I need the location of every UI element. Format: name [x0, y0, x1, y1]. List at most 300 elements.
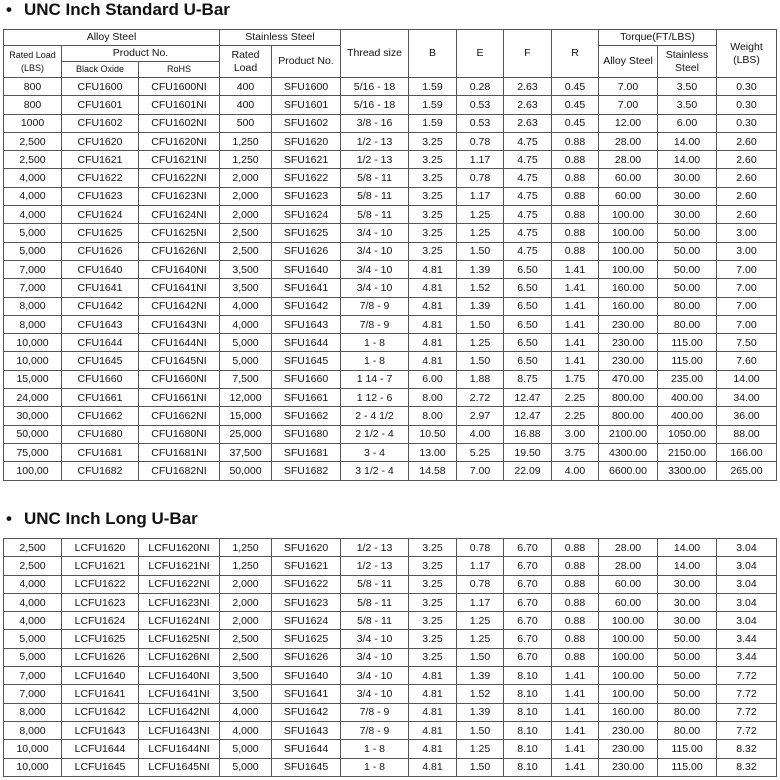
table-cell: 1.17: [457, 593, 504, 611]
table-cell: 4.81: [409, 667, 457, 685]
table-cell: 0.45: [552, 96, 599, 114]
table-cell: 7.72: [717, 703, 777, 721]
table-cell: 0.88: [552, 151, 599, 169]
table-cell: 7/8 - 9: [341, 297, 409, 315]
table-cell: 3/4 - 10: [341, 224, 409, 242]
table-cell: 800.00: [599, 407, 658, 425]
table-cell: 30.00: [658, 593, 717, 611]
table-cell: 50.00: [658, 667, 717, 685]
table-cell: 5,000: [220, 740, 272, 758]
table-cell: 2100.00: [599, 425, 658, 443]
table-cell: 3/4 - 10: [341, 685, 409, 703]
table-cell: 115.00: [658, 334, 717, 352]
table-cell: 3,500: [220, 260, 272, 278]
table-cell: 37,500: [220, 443, 272, 461]
table-cell: 0.88: [552, 242, 599, 260]
table-cell: CFU1626: [62, 242, 139, 260]
table-cell: 3.04: [717, 539, 777, 557]
table-cell: LCFU1642NI: [139, 703, 220, 721]
table-cell: 4.75: [504, 169, 552, 187]
table-cell: 6.50: [504, 260, 552, 278]
table-row: [4, 593, 777, 611]
table-cell: 0.88: [552, 224, 599, 242]
table-cell: 1.17: [457, 187, 504, 205]
table-cell: 8.75: [504, 370, 552, 388]
table-cell: 75,000: [4, 443, 62, 461]
table-cell: 8.10: [504, 703, 552, 721]
table-cell: 5,000: [220, 758, 272, 776]
table-row: [4, 557, 777, 575]
table-cell: 14.00: [658, 151, 717, 169]
table-cell: 4.81: [409, 297, 457, 315]
table-cell: 1.52: [457, 279, 504, 297]
table-cell: 1,250: [220, 151, 272, 169]
table-cell: 0.88: [552, 169, 599, 187]
table-cell: 5/8 - 11: [341, 593, 409, 611]
table-cell: 230.00: [599, 334, 658, 352]
table-cell: 80.00: [658, 721, 717, 739]
table-cell: 1.88: [457, 370, 504, 388]
table-cell: 8.00: [409, 407, 457, 425]
table-cell: 15,000: [220, 407, 272, 425]
table-cell: 6.50: [504, 334, 552, 352]
table-cell: 5,000: [220, 352, 272, 370]
table-cell: 4.81: [409, 721, 457, 739]
table-cell: 3.00: [552, 425, 599, 443]
table-cell: 6.50: [504, 315, 552, 333]
table-cell: 4,000: [220, 315, 272, 333]
table-cell: SFU1624: [272, 206, 341, 224]
header-thread-size: Thread size: [341, 30, 409, 78]
table-cell: 1.41: [552, 334, 599, 352]
header-rated-load: Rated Load: [220, 46, 272, 78]
table-cell: 6.70: [504, 575, 552, 593]
table-cell: 2.60: [717, 132, 777, 150]
table-cell: 8,000: [4, 315, 62, 333]
table-cell: 3.04: [717, 593, 777, 611]
table-cell: 1 - 8: [341, 334, 409, 352]
table-cell: 12.47: [504, 407, 552, 425]
table-row: [4, 462, 777, 480]
table-cell: 3.25: [409, 593, 457, 611]
table-row: [4, 443, 777, 461]
table-cell: CFU1621: [62, 151, 139, 169]
table-cell: 60.00: [599, 575, 658, 593]
table-cell: 5/8 - 11: [341, 169, 409, 187]
table-cell: 4,000: [220, 721, 272, 739]
table-cell: 34.00: [717, 389, 777, 407]
table-cell: LCFU1621: [62, 557, 139, 575]
table-cell: 5.25: [457, 443, 504, 461]
table-cell: LCFU1625: [62, 630, 139, 648]
table-cell: 24,000: [4, 389, 62, 407]
table-cell: 2.63: [504, 78, 552, 96]
table-row: [4, 721, 777, 739]
table-cell: 3.25: [409, 242, 457, 260]
table-row: [4, 703, 777, 721]
table-cell: 36.00: [717, 407, 777, 425]
table-cell: 1.39: [457, 703, 504, 721]
table-cell: 50.00: [658, 224, 717, 242]
table-cell: 3/4 - 10: [341, 648, 409, 666]
table-cell: 1.25: [457, 612, 504, 630]
table-row: [4, 334, 777, 352]
table-cell: 4,000: [220, 703, 272, 721]
header-torque-stainless: Stainless Steel: [658, 46, 717, 78]
table-cell: 3,500: [220, 685, 272, 703]
table-cell: 4,000: [4, 575, 62, 593]
table-cell: 4,000: [4, 187, 62, 205]
table-cell: SFU1626: [272, 648, 341, 666]
table-cell: CFU1661: [62, 389, 139, 407]
table-row: [4, 78, 777, 96]
table-cell: SFU1620: [272, 132, 341, 150]
table-cell: SFU1682: [272, 462, 341, 480]
table-cell: 0.88: [552, 593, 599, 611]
table-row: [4, 132, 777, 150]
table-cell: 1,250: [220, 557, 272, 575]
table-cell: CFU1644NI: [139, 334, 220, 352]
table-cell: 2,500: [4, 539, 62, 557]
table-cell: 2,000: [220, 612, 272, 630]
table-cell: 7.00: [717, 315, 777, 333]
table-cell: 4,000: [220, 297, 272, 315]
table-cell: 6.70: [504, 593, 552, 611]
table-cell: SFU1643: [272, 315, 341, 333]
table-cell: 6.70: [504, 630, 552, 648]
table-cell: SFU1644: [272, 740, 341, 758]
table-cell: 4,000: [4, 593, 62, 611]
table-cell: 7.00: [599, 96, 658, 114]
table-cell: CFU1660: [62, 370, 139, 388]
header-torque-alloy: Alloy Steel: [599, 46, 658, 78]
table-cell: CFU1662: [62, 407, 139, 425]
table-cell: 8.10: [504, 740, 552, 758]
table-cell: 0.88: [552, 648, 599, 666]
table-cell: SFU1624: [272, 612, 341, 630]
table-cell: CFU1640: [62, 260, 139, 278]
table-cell: LCFU1645NI: [139, 758, 220, 776]
table-cell: 1.39: [457, 297, 504, 315]
table-cell: 3.25: [409, 539, 457, 557]
table-cell: 3.50: [658, 96, 717, 114]
table-cell: 30.00: [658, 206, 717, 224]
table-cell: 2,000: [220, 169, 272, 187]
table-cell: 14.58: [409, 462, 457, 480]
table-cell: CFU1622: [62, 169, 139, 187]
table-cell: 2.60: [717, 151, 777, 169]
table-cell: 3.25: [409, 187, 457, 205]
table-cell: CFU1682NI: [139, 462, 220, 480]
table-cell: 15,000: [4, 370, 62, 388]
table-cell: 14.00: [658, 539, 717, 557]
table-cell: SFU1625: [272, 630, 341, 648]
table-cell: 1,250: [220, 539, 272, 557]
table-cell: SFU1623: [272, 593, 341, 611]
table-cell: 1.41: [552, 740, 599, 758]
table-cell: 2,500: [4, 151, 62, 169]
table-row: [4, 425, 777, 443]
table-cell: 4300.00: [599, 443, 658, 461]
table-cell: 1/2 - 13: [341, 132, 409, 150]
table-cell: 100.00: [599, 685, 658, 703]
table-cell: 80.00: [658, 297, 717, 315]
table-cell: CFU1645: [62, 352, 139, 370]
table-cell: CFU1623: [62, 187, 139, 205]
table-cell: SFU1643: [272, 721, 341, 739]
table-cell: 3/4 - 10: [341, 279, 409, 297]
table-cell: 0.78: [457, 575, 504, 593]
table-cell: 115.00: [658, 352, 717, 370]
table-cell: 400.00: [658, 389, 717, 407]
table-cell: 88.00: [717, 425, 777, 443]
table-cell: 2.60: [717, 187, 777, 205]
table-cell: 3.25: [409, 224, 457, 242]
table-cell: 100.00: [599, 630, 658, 648]
table-cell: 2,500: [220, 242, 272, 260]
table-cell: 1.59: [409, 114, 457, 132]
table-cell: 2,500: [4, 557, 62, 575]
table-cell: 0.30: [717, 114, 777, 132]
table-cell: 3.04: [717, 557, 777, 575]
table-cell: 7/8 - 9: [341, 721, 409, 739]
table-cell: 4.81: [409, 315, 457, 333]
table-cell: 2,500: [220, 648, 272, 666]
table-cell: CFU1680NI: [139, 425, 220, 443]
table-cell: LCFU1640NI: [139, 667, 220, 685]
table-cell: LCFU1624: [62, 612, 139, 630]
table-cell: 3.25: [409, 557, 457, 575]
table-cell: CFU1602: [62, 114, 139, 132]
table-cell: 100.00: [599, 667, 658, 685]
table-cell: 60.00: [599, 187, 658, 205]
table-cell: 1.39: [457, 260, 504, 278]
table-row: [4, 315, 777, 333]
table-cell: 7.00: [717, 260, 777, 278]
table-cell: 100.00: [599, 242, 658, 260]
table-row: [4, 612, 777, 630]
table-cell: 7,000: [4, 685, 62, 703]
table-cell: 22.09: [504, 462, 552, 480]
table-cell: CFU1602NI: [139, 114, 220, 132]
table-cell: 800: [4, 96, 62, 114]
table-cell: LCFU1643NI: [139, 721, 220, 739]
table-cell: 12.00: [599, 114, 658, 132]
table-cell: 4,000: [4, 206, 62, 224]
table-cell: 7.50: [717, 334, 777, 352]
table-cell: SFU1621: [272, 151, 341, 169]
table-cell: 7.60: [717, 352, 777, 370]
table-cell: 100,00: [4, 462, 62, 480]
bullet-icon: •: [6, 509, 12, 528]
table-cell: 30,000: [4, 407, 62, 425]
table-cell: 50.00: [658, 279, 717, 297]
table-cell: SFU1602: [272, 114, 341, 132]
table-cell: 2150.00: [658, 443, 717, 461]
table-cell: 1.41: [552, 315, 599, 333]
table-cell: 28.00: [599, 132, 658, 150]
table-cell: 400: [220, 78, 272, 96]
table-row: [4, 575, 777, 593]
table-cell: 4.75: [504, 224, 552, 242]
table-cell: 3.25: [409, 630, 457, 648]
bullet-icon: •: [6, 0, 12, 19]
table-cell: 1.75: [552, 370, 599, 388]
table-cell: 0.45: [552, 114, 599, 132]
table-cell: 3 1/2 - 4: [341, 462, 409, 480]
table-cell: 80.00: [658, 315, 717, 333]
table-cell: 2,000: [220, 593, 272, 611]
table-cell: SFU1601: [272, 96, 341, 114]
table-cell: 3/4 - 10: [341, 667, 409, 685]
table-cell: 10.50: [409, 425, 457, 443]
table-cell: 115.00: [658, 740, 717, 758]
table-cell: 4.81: [409, 334, 457, 352]
table-cell: 5,000: [4, 242, 62, 260]
table-cell: 0.88: [552, 539, 599, 557]
table-cell: 0.30: [717, 78, 777, 96]
section-title-standard: [6, 0, 230, 20]
table-cell: 2.97: [457, 407, 504, 425]
table-cell: 4.81: [409, 279, 457, 297]
table-cell: 7,000: [4, 279, 62, 297]
table-cell: LCFU1620NI: [139, 539, 220, 557]
table-cell: 1050.00: [658, 425, 717, 443]
table-cell: 25,000: [220, 425, 272, 443]
table-cell: 4.75: [504, 242, 552, 260]
table-cell: CFU1644: [62, 334, 139, 352]
table-cell: 0.88: [552, 187, 599, 205]
table-cell: 8.32: [717, 758, 777, 776]
header-rohs: RoHS: [139, 62, 220, 78]
table-row: [4, 758, 777, 776]
table-cell: 60.00: [599, 169, 658, 187]
table-cell: 0.30: [717, 96, 777, 114]
table-cell: 50.00: [658, 685, 717, 703]
table-cell: 4.81: [409, 703, 457, 721]
table-cell: 80.00: [658, 703, 717, 721]
header-b: B: [409, 30, 457, 78]
header-r: R: [552, 30, 599, 78]
section-title-text: UNC Inch Standard U-Bar: [24, 0, 230, 19]
table-cell: 3.00: [717, 242, 777, 260]
table-cell: SFU1645: [272, 758, 341, 776]
table-cell: 0.45: [552, 78, 599, 96]
table-cell: 1.52: [457, 685, 504, 703]
section-title-text: UNC Inch Long U-Bar: [24, 509, 198, 528]
table-cell: 3/8 - 16: [341, 114, 409, 132]
table-cell: 5,000: [4, 224, 62, 242]
table-cell: 0.88: [552, 612, 599, 630]
table-cell: 3.25: [409, 151, 457, 169]
table-cell: 0.88: [552, 132, 599, 150]
table-cell: 7/8 - 9: [341, 315, 409, 333]
table-cell: 10,000: [4, 334, 62, 352]
table-row: [4, 648, 777, 666]
table-cell: 1,250: [220, 132, 272, 150]
table-cell: 10,000: [4, 352, 62, 370]
table-row: [4, 187, 777, 205]
table-cell: 2.63: [504, 114, 552, 132]
table-cell: 1.25: [457, 224, 504, 242]
table-cell: 1.50: [457, 315, 504, 333]
table-cell: 8,000: [4, 721, 62, 739]
table-cell: 0.28: [457, 78, 504, 96]
table-cell: 166.00: [717, 443, 777, 461]
table-cell: 3.25: [409, 132, 457, 150]
table-cell: 8,000: [4, 297, 62, 315]
table-cell: 5/8 - 11: [341, 612, 409, 630]
header-torque: Torque(FT/LBS): [599, 30, 717, 46]
table-cell: SFU1645: [272, 352, 341, 370]
table-cell: LCFU1622NI: [139, 575, 220, 593]
table-cell: 2.25: [552, 389, 599, 407]
table-cell: SFU1681: [272, 443, 341, 461]
standard-table-body: [4, 78, 777, 481]
table-cell: 30.00: [658, 612, 717, 630]
table-cell: 0.53: [457, 96, 504, 114]
table-cell: LCFU1622: [62, 575, 139, 593]
table-cell: 10,000: [4, 758, 62, 776]
table-cell: 160.00: [599, 297, 658, 315]
table-row: [4, 151, 777, 169]
table-cell: 3300.00: [658, 462, 717, 480]
table-cell: 5,000: [4, 630, 62, 648]
table-cell: LCFU1641NI: [139, 685, 220, 703]
table-cell: 5/8 - 11: [341, 187, 409, 205]
table-cell: 14.00: [717, 370, 777, 388]
table-cell: 2,000: [220, 206, 272, 224]
table-cell: CFU1626NI: [139, 242, 220, 260]
table-cell: LCFU1640: [62, 667, 139, 685]
table-row: [4, 740, 777, 758]
table-cell: 4.81: [409, 758, 457, 776]
table-row: [4, 96, 777, 114]
table-cell: LCFU1626NI: [139, 648, 220, 666]
table-cell: 800.00: [599, 389, 658, 407]
table-cell: SFU1600: [272, 78, 341, 96]
table-cell: 8.32: [717, 740, 777, 758]
section-title-long: [6, 509, 198, 529]
table-cell: 2.25: [552, 407, 599, 425]
table-cell: LCFU1644NI: [139, 740, 220, 758]
table-cell: 1.25: [457, 630, 504, 648]
long-table-body: [4, 539, 777, 777]
table-cell: 3.25: [409, 169, 457, 187]
table-cell: 8.10: [504, 758, 552, 776]
table-cell: SFU1620: [272, 539, 341, 557]
table-cell: CFU1682: [62, 462, 139, 480]
table-cell: SFU1625: [272, 224, 341, 242]
table-cell: 230.00: [599, 352, 658, 370]
table-cell: 3,500: [220, 667, 272, 685]
table-cell: 1 - 8: [341, 352, 409, 370]
table-cell: 8,000: [4, 703, 62, 721]
table-cell: 14.00: [658, 132, 717, 150]
header-product-no: Product No.: [62, 46, 220, 62]
table-cell: 4.00: [457, 425, 504, 443]
table-cell: 7,500: [220, 370, 272, 388]
table-cell: 7/8 - 9: [341, 703, 409, 721]
table-cell: 3 - 4: [341, 443, 409, 461]
table-cell: LCFU1621NI: [139, 557, 220, 575]
table-cell: 0.78: [457, 169, 504, 187]
table-cell: 7.00: [717, 279, 777, 297]
table-cell: 1.50: [457, 242, 504, 260]
table-cell: 1.25: [457, 740, 504, 758]
table-cell: 3/4 - 10: [341, 260, 409, 278]
table-cell: 30.00: [658, 169, 717, 187]
